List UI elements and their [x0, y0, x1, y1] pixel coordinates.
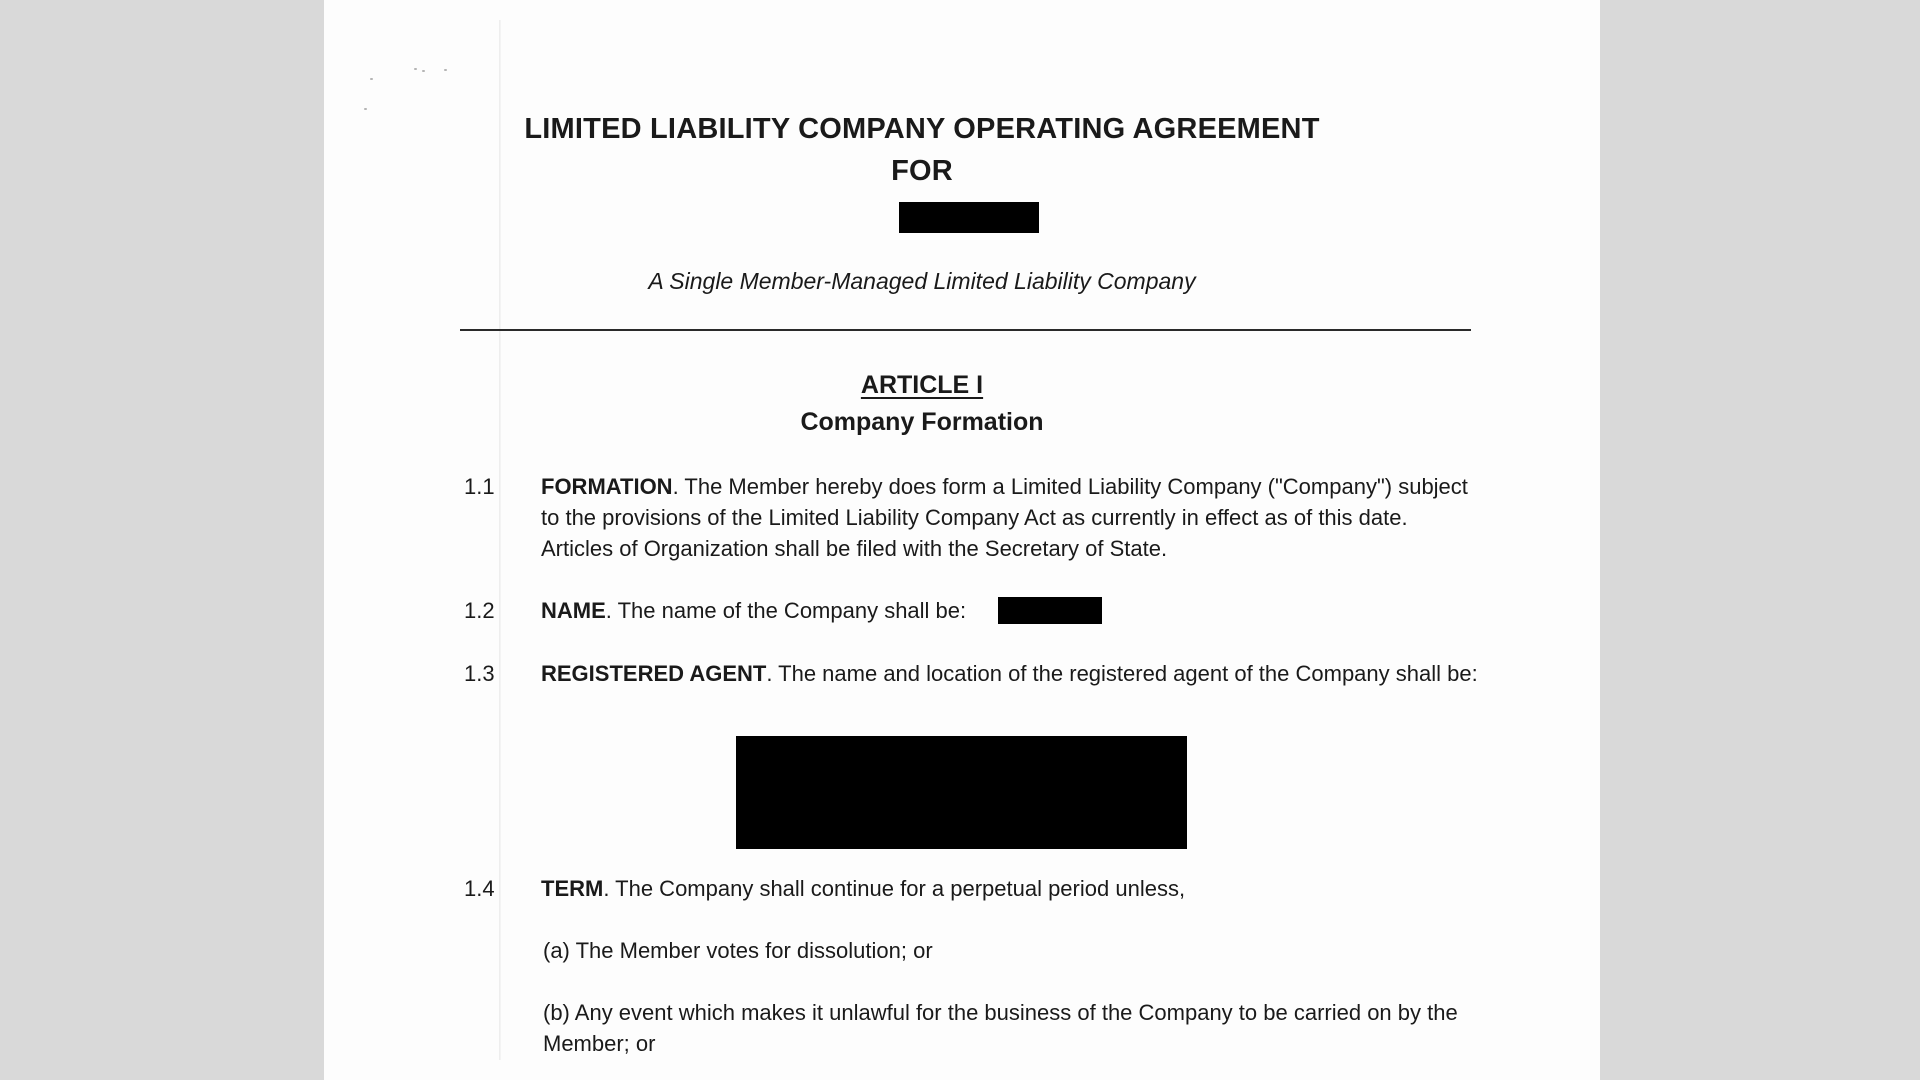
horizontal-divider: [460, 329, 1471, 331]
section-body: [541, 471, 1481, 564]
section-text: . The name of the Company shall be:: [605, 598, 967, 623]
section-heading: NAME: [541, 598, 606, 623]
section-text: . The Member hereby does form a Limited Liability Company ("Company") subject to the provisions of the Limited Liability Company Act as currently in effect as of this date. Articles of Organization shall be filed with the Secretary of State.: [541, 474, 1468, 561]
section-number: 1.4: [464, 876, 495, 901]
section-text: . The name and location of the registered agent of the Company shall be:: [766, 661, 1478, 686]
term-item-a: (a) The Member votes for dissolution; or: [543, 938, 933, 963]
agreement-title-for: FOR: [891, 155, 953, 187]
agreement-subtitle: A Single Member-Managed Limited Liability Company: [648, 268, 1196, 294]
section-heading: FORMATION: [541, 474, 673, 499]
section-number: 1.1: [464, 474, 495, 499]
section-heading: REGISTERED AGENT: [541, 661, 767, 686]
redacted-registered-agent: [736, 736, 1187, 849]
section-number: 1.3: [464, 661, 495, 686]
article-number-text: ARTICLE I: [860, 371, 984, 399]
agreement-title: LIMITED LIABILITY COMPANY OPERATING AGREEMENT: [524, 113, 1320, 145]
section-number: 1.2: [464, 598, 495, 623]
document-page: [324, 0, 1600, 1080]
redacted-company-name: [899, 202, 1039, 233]
section-text: . The Company shall continue for a perpetual period unless,: [603, 876, 1186, 901]
redacted-name: [998, 597, 1102, 624]
article-number: [324, 371, 1560, 400]
section-heading: TERM: [541, 876, 604, 901]
article-heading: Company Formation: [800, 408, 1044, 436]
term-item-b: (b) Any event which makes it unlawful for the business of the Company to be carried on by the Member; or: [543, 1000, 1458, 1056]
section-body: [541, 873, 1481, 904]
section-body: [541, 658, 1481, 689]
